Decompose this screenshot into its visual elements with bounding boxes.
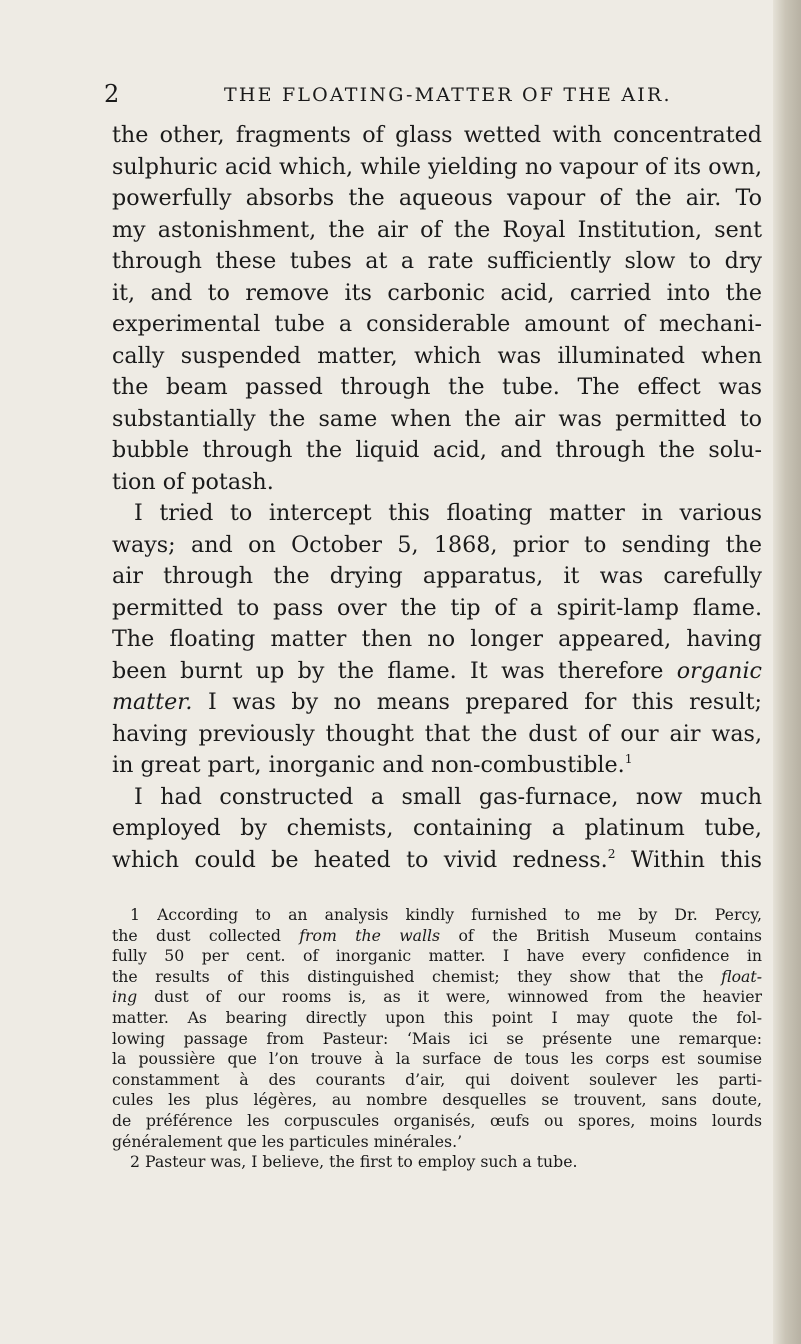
italic-term: float- <box>721 966 762 986</box>
text-line: powerfully absorbs the aqueous vapour of the air. To <box>112 185 762 211</box>
footnote-line: 1 According to an analysis kindly furnished to me by Dr. Percy, <box>130 905 762 924</box>
text-line: having previously thought that the dust of our air was, <box>112 720 762 747</box>
text-segment: of the British Museum contains <box>458 925 762 945</box>
italic-term: matter. <box>112 689 193 715</box>
footnote-line: de préférence les corpuscules organisés, œufs ou spores, moins lourds <box>112 1110 762 1130</box>
text-line: the other, fragments of glass wetted with concentrated <box>112 122 762 148</box>
footnote-line: cules les plus légères, au nombre desquelles se trouvent, sans doute, <box>112 1090 762 1110</box>
footnote-line: lowing passage from Pasteur: ‘Mais ici se présente une remarque: <box>112 1028 762 1048</box>
footnote-line: 2 Pasteur was, I believe, the first to employ such a tube. <box>130 1152 578 1172</box>
text-line: air through the drying apparatus, it was carefully <box>112 563 762 589</box>
text-line: my astonishment, the air of the Royal Institution, sent <box>112 216 762 243</box>
text-line: cally suspended matter, which was illuminated when <box>112 342 762 369</box>
text-line: through these tubes at a rate sufficiently slow to dry <box>112 248 762 274</box>
text-line <box>112 656 762 688</box>
text-line: sulphuric acid which, while yielding no vapour of its own, <box>112 153 762 180</box>
footnote-marker: 2 <box>607 846 616 861</box>
text-line: bubble through the liquid acid, and through the solu- <box>112 437 762 463</box>
footnote-line: fully 50 per cent. of inorganic matter. I have every confidence in <box>112 946 762 966</box>
italic-term: from the walls <box>299 925 441 945</box>
text-segment: been burnt up by the flame. It was therefore <box>112 657 664 684</box>
page-edge-shadow <box>773 0 801 1344</box>
running-head <box>0 80 801 112</box>
text-line: substantially the same when the air was permitted to <box>112 405 762 432</box>
paragraph-start-line: I tried to intercept this floating matter in various <box>134 500 762 526</box>
italic-term: ing <box>112 987 138 1007</box>
text-line: tion of potash. <box>112 468 274 495</box>
page-number: 2 <box>104 80 120 108</box>
text-line <box>112 750 762 782</box>
footnote-line <box>112 967 762 988</box>
footnote-line: la poussière que l’on trouve à la surface de tous les corps est soumise <box>112 1049 762 1069</box>
footnote-line <box>112 926 762 947</box>
italic-term: organic <box>676 657 762 684</box>
text-segment: the dust collected <box>112 925 281 945</box>
text-line: ways; and on October 5, 1868, prior to sending the <box>112 531 762 558</box>
footnote-line: matter. As bearing directly upon this point I may quote the fol- <box>112 1007 762 1027</box>
footnote-line: constamment à des courants d’air, qui doivent soulever les parti- <box>112 1069 762 1089</box>
paragraph-start-line: I had constructed a small gas-furnace, now much <box>134 783 762 810</box>
footnote-line: généralement que les particules minérales.’ <box>112 1131 463 1151</box>
text-segment: dust of our rooms is, as it were, winnowed from the heavier <box>154 987 762 1007</box>
running-title: THE FLOATING-MATTER OF THE AIR. <box>224 84 672 106</box>
text-segment: which could be heated to vivid redness. <box>112 846 608 873</box>
text-line: it, and to remove its carbonic acid, carried into the <box>112 279 762 306</box>
footnote-line <box>112 987 762 1008</box>
text-line: employed by chemists, containing a platinum tube, <box>112 815 762 841</box>
text-line <box>112 687 762 719</box>
text-segment: the results of this distinguished chemist; they show that the <box>112 966 704 986</box>
text-line: experimental tube a considerable amount of mechani- <box>112 311 762 337</box>
footnotes <box>112 905 762 1173</box>
text-line <box>112 845 762 877</box>
main-text <box>112 120 762 876</box>
footnote-marker: 1 <box>624 751 633 766</box>
text-segment: Within this <box>630 846 762 873</box>
text-line: The floating matter then no longer appeared, having <box>112 626 762 652</box>
text-segment: I was by no means prepared for this result; <box>207 689 762 715</box>
text-line: permitted to pass over the tip of a spirit-lamp flame. <box>112 594 762 621</box>
text-line: the beam passed through the tube. The effect was <box>112 374 762 400</box>
text-segment: in great part, inorganic and non-combustible. <box>112 752 625 778</box>
